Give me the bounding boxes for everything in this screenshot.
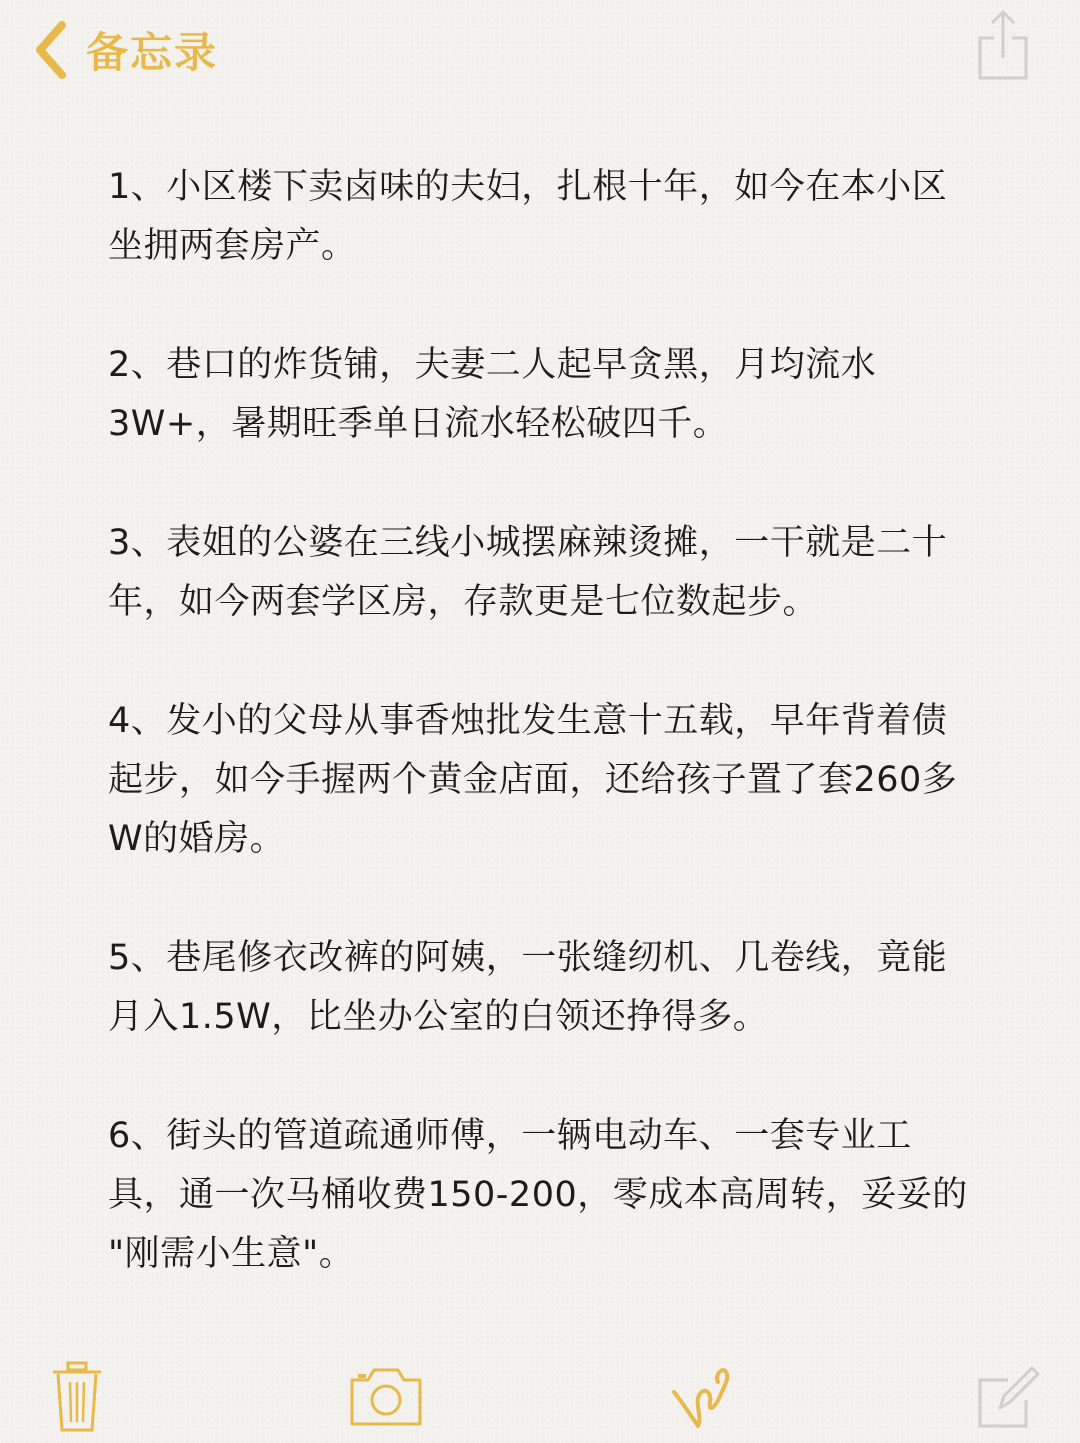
sketch-icon xyxy=(668,1362,734,1432)
note-paragraph-2: 2、巷口的炸货铺，夫妻二人起早贪黑，月均流水3W+，暑期旺季单日流水轻松破四千。 xyxy=(108,345,877,444)
note-paragraph-4: 4、发小的父母从事香烛批发生意十五载，早年背着债起步，如今手握两个黄金店面，还给孩子置了套260多W的婚房。 xyxy=(108,701,958,859)
trash-icon xyxy=(50,1360,104,1434)
camera-button[interactable] xyxy=(346,1366,426,1428)
share-button[interactable] xyxy=(974,8,1032,82)
navigation-bar xyxy=(0,0,1080,110)
delete-button[interactable] xyxy=(50,1360,104,1434)
camera-icon xyxy=(346,1366,426,1428)
note-paragraph-5: 5、巷尾修衣改裤的阿姨，一张缝纫机、几卷线，竟能月入1.5W，比坐办公室的白领还挣得多。 xyxy=(108,938,948,1037)
compose-icon xyxy=(974,1360,1040,1432)
back-button[interactable] xyxy=(34,20,218,80)
back-button-label: 备忘录 xyxy=(86,28,219,77)
sketch-button[interactable] xyxy=(668,1362,734,1432)
share-icon xyxy=(974,67,1032,86)
note-body[interactable] xyxy=(108,158,978,1344)
chevron-left-icon xyxy=(34,21,68,79)
bottom-toolbar xyxy=(0,1352,1080,1443)
compose-button[interactable] xyxy=(974,1360,1040,1432)
note-paragraph-6: 6、街头的管道疏通师傅，一辆电动车、一套专业工具，通一次马桶收费150-200，零成本高周转，妥妥的 "刚需小生意"。 xyxy=(108,1116,968,1274)
note-paragraph-3: 3、表姐的公婆在三线小城摆麻辣烫摊，一干就是二十年，如今两套学区房，存款更是七位数起步。 xyxy=(108,523,948,622)
note-paragraph-1: 1、小区楼下卖卤味的夫妇，扎根十年，如今在本小区坐拥两套房产。 xyxy=(108,167,948,266)
